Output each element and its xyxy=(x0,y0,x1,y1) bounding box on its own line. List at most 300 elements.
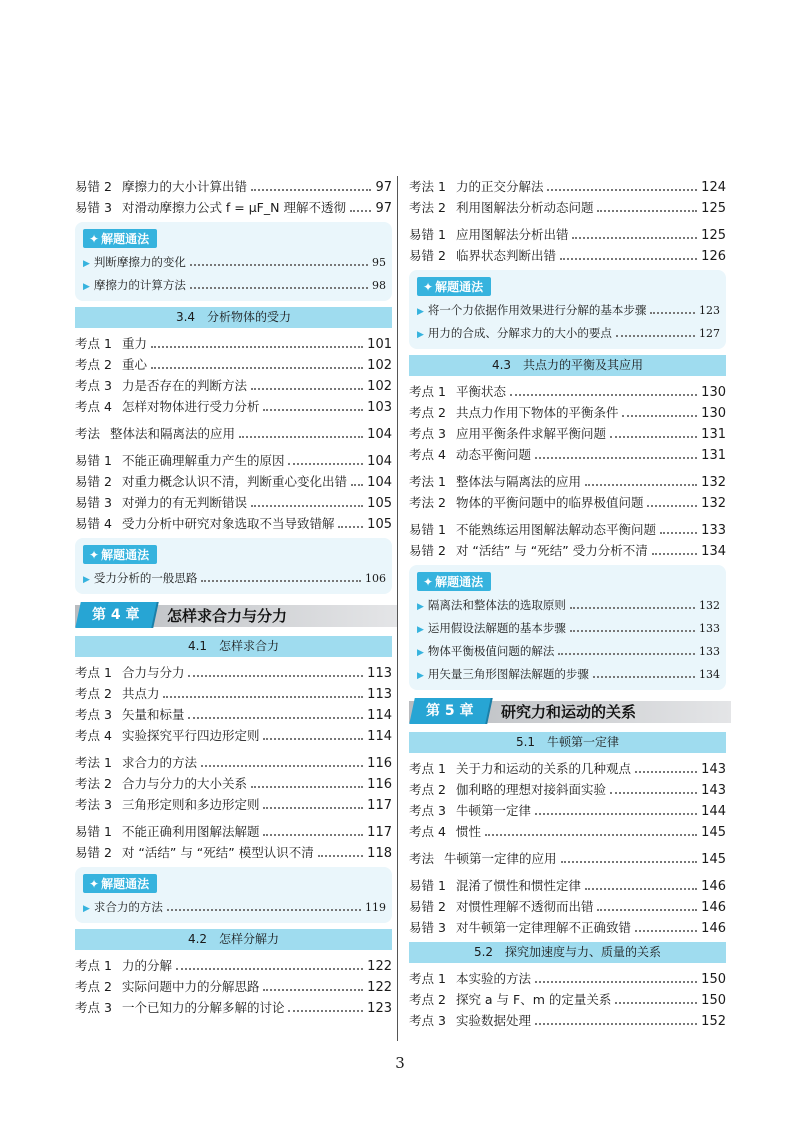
method-tips-box xyxy=(75,867,392,923)
dot-leader xyxy=(535,981,697,983)
sparkle-icon: ✦ xyxy=(89,877,100,891)
entry-title: 力的分解 xyxy=(121,958,172,973)
tip-title: 摩擦力的计算方法 xyxy=(93,278,186,292)
toc-entry[interactable] xyxy=(409,968,726,989)
entry-page: 130 xyxy=(701,406,726,421)
toc-entry[interactable] xyxy=(75,997,392,1018)
entry-page: 131 xyxy=(701,448,726,463)
entry-label: 考法 2 xyxy=(409,495,446,510)
entry-page: 104 xyxy=(367,475,392,490)
toc-entry[interactable] xyxy=(409,471,726,492)
section-number: 5.2 xyxy=(473,945,494,959)
sparkle-icon: ✦ xyxy=(89,548,100,562)
entry-page: 97 xyxy=(375,201,392,216)
triangle-bullet-icon: ▶ xyxy=(83,282,90,292)
method-tips-header xyxy=(417,277,491,296)
dot-leader xyxy=(635,930,697,932)
dot-leader xyxy=(572,237,697,239)
toc-entry[interactable] xyxy=(409,492,726,513)
entry-label: 考点 3 xyxy=(75,1000,112,1015)
entry-page: 122 xyxy=(367,980,392,995)
toc-entry[interactable] xyxy=(409,821,726,842)
section-number: 3.4 xyxy=(175,310,196,324)
toc-entry[interactable] xyxy=(75,976,392,997)
entry-page: 125 xyxy=(701,201,726,216)
entry-title: 共点力 xyxy=(121,686,160,701)
dot-leader xyxy=(176,968,363,970)
toc-entry[interactable] xyxy=(75,471,392,492)
section-header[interactable] xyxy=(75,929,392,950)
sparkle-icon: ✦ xyxy=(89,232,100,246)
entry-title: 力是否存在的判断方法 xyxy=(121,378,247,393)
chapter-title: 研究力和运动的关系 xyxy=(501,703,637,721)
dot-leader xyxy=(647,505,697,507)
toc-entry[interactable] xyxy=(409,444,726,465)
triangle-bullet-icon: ▶ xyxy=(417,625,424,635)
dot-leader xyxy=(263,409,363,411)
entry-label: 考点 4 xyxy=(75,399,112,414)
dot-leader xyxy=(570,607,695,609)
entry-label: 考点 3 xyxy=(409,803,446,818)
entry-page: 134 xyxy=(701,544,726,559)
dot-leader xyxy=(650,312,695,314)
entry-title: 混淆了惯性和惯性定律 xyxy=(455,878,581,893)
entry-label: 易错 3 xyxy=(75,200,112,215)
entry-title: 求合力的方法 xyxy=(121,755,197,770)
entry-title: 牛顿第一定律的应用 xyxy=(444,851,557,866)
toc-entry[interactable] xyxy=(409,896,726,917)
tip-title: 运用假设法解题的基本步骤 xyxy=(427,621,566,635)
entry-title: 力的正交分解法 xyxy=(455,179,544,194)
toc-entry[interactable] xyxy=(409,197,726,218)
tip-page: 95 xyxy=(372,256,386,269)
dot-leader xyxy=(635,771,697,773)
entry-page: 113 xyxy=(367,687,392,702)
chapter-header[interactable] xyxy=(409,698,726,726)
entry-page: 113 xyxy=(367,666,392,681)
tip-page: 133 xyxy=(699,622,720,635)
toc-entry[interactable] xyxy=(75,794,392,815)
entry-label: 考点 3 xyxy=(409,1013,446,1028)
entry-label: 考点 2 xyxy=(409,405,446,420)
entry-label: 考法 1 xyxy=(409,179,446,194)
entry-page: 102 xyxy=(367,379,392,394)
dot-leader xyxy=(535,813,697,815)
method-tips-header xyxy=(83,545,157,564)
entry-title: 应用图解法分析出错 xyxy=(455,227,569,242)
dot-leader xyxy=(616,335,695,337)
entry-label: 考法 2 xyxy=(75,776,112,791)
triangle-bullet-icon: ▶ xyxy=(83,259,90,269)
section-title: 共点力的平衡及其应用 xyxy=(523,358,644,372)
entry-page: 133 xyxy=(701,523,726,538)
tip-page: 134 xyxy=(699,668,720,681)
triangle-bullet-icon: ▶ xyxy=(83,904,90,914)
entry-page: 143 xyxy=(701,762,726,777)
entry-title: 一个已知力的分解多解的讨论 xyxy=(121,1000,285,1015)
entry-label: 考点 3 xyxy=(409,426,446,441)
tip-title: 隔离法和整体法的选取原则 xyxy=(427,598,566,612)
entry-label: 考法 1 xyxy=(409,474,446,489)
toc-entry[interactable] xyxy=(409,245,726,266)
toc-entry[interactable] xyxy=(409,800,726,821)
entry-page: 101 xyxy=(367,337,392,352)
dot-leader xyxy=(263,807,363,809)
chapter-header[interactable] xyxy=(75,602,392,630)
dot-leader xyxy=(597,210,697,212)
method-tip-item[interactable] xyxy=(417,594,720,617)
entry-title: 惯性 xyxy=(455,824,481,839)
entry-label: 考点 1 xyxy=(75,665,112,680)
entry-page: 105 xyxy=(367,496,392,511)
entry-title: 关于力和运动的关系的几种观点 xyxy=(455,761,631,776)
toc-entry[interactable] xyxy=(75,683,392,704)
entry-label: 易错 1 xyxy=(75,453,112,468)
dot-leader xyxy=(188,717,363,719)
section-number: 4.1 xyxy=(187,639,208,653)
dot-leader xyxy=(201,765,363,767)
entry-label: 考点 1 xyxy=(409,971,446,986)
dot-leader xyxy=(151,346,363,348)
method-tips-box xyxy=(409,565,726,690)
entry-label: 易错 2 xyxy=(409,899,446,914)
entry-title: 对滑动摩擦力公式 f = μF_N 理解不透彻 xyxy=(121,200,346,215)
method-tips-box xyxy=(75,222,392,301)
section-number: 4.2 xyxy=(187,932,208,946)
entry-page: 102 xyxy=(367,358,392,373)
entry-label: 易错 1 xyxy=(75,824,112,839)
entry-title: 动态平衡问题 xyxy=(455,447,531,462)
chapter-number: 第 5 章 xyxy=(426,703,474,719)
section-title: 探究加速度与力、质量的关系 xyxy=(505,945,662,959)
entry-page: 126 xyxy=(701,249,726,264)
method-tip-item[interactable] xyxy=(417,322,720,345)
entry-page: 146 xyxy=(701,921,726,936)
entry-page: 132 xyxy=(701,475,726,490)
method-tips-title: 解题通法 xyxy=(435,575,484,589)
method-tips-header xyxy=(83,874,157,893)
entry-page: 114 xyxy=(367,708,392,723)
toc-entry[interactable] xyxy=(409,1010,726,1031)
dot-leader xyxy=(239,436,363,438)
tip-page: 106 xyxy=(365,572,386,585)
tip-page: 127 xyxy=(699,327,720,340)
entry-page: 130 xyxy=(701,385,726,400)
entry-page: 150 xyxy=(701,993,726,1008)
entry-label: 考点 3 xyxy=(75,378,112,393)
section-header[interactable] xyxy=(409,732,726,753)
entry-label: 易错 4 xyxy=(75,516,112,531)
entry-page: 116 xyxy=(367,756,392,771)
dot-leader xyxy=(263,834,363,836)
toc-entry[interactable] xyxy=(409,381,726,402)
entry-label: 易错 2 xyxy=(75,845,112,860)
entry-title: 实验探究平行四边形定则 xyxy=(121,728,260,743)
method-tips-title: 解题通法 xyxy=(101,877,150,891)
entry-title: 不能熟练运用图解法解动态平衡问题 xyxy=(455,522,656,537)
entry-title: 本实验的方法 xyxy=(455,971,531,986)
section-header[interactable] xyxy=(409,355,726,376)
method-tip-item[interactable] xyxy=(83,567,386,590)
dot-leader xyxy=(263,738,363,740)
toc-entry[interactable] xyxy=(75,450,392,471)
dot-leader xyxy=(558,653,695,655)
dot-leader xyxy=(615,1002,697,1004)
section-title: 怎样求合力 xyxy=(219,639,280,653)
entry-title: 物体的平衡问题中的临界极值问题 xyxy=(455,495,644,510)
toc-entry[interactable] xyxy=(409,917,726,938)
entry-title: 重心 xyxy=(121,357,147,372)
entry-page: 122 xyxy=(367,959,392,974)
entry-title: 探究 a 与 F、m 的定量关系 xyxy=(455,992,612,1007)
entry-title: 矢量和标量 xyxy=(121,707,185,722)
toc-entry[interactable] xyxy=(75,955,392,976)
entry-page: 125 xyxy=(701,228,726,243)
dot-leader xyxy=(593,676,695,678)
triangle-bullet-icon: ▶ xyxy=(417,648,424,658)
method-tips-title: 解题通法 xyxy=(435,280,484,294)
entry-label: 考法 2 xyxy=(409,200,446,215)
section-title: 牛顿第一定律 xyxy=(547,735,620,749)
entry-label: 考点 1 xyxy=(409,384,446,399)
entry-label: 易错 3 xyxy=(75,495,112,510)
dot-leader xyxy=(163,696,363,698)
toc-entry[interactable] xyxy=(75,423,392,444)
entry-title: 平衡状态 xyxy=(455,384,506,399)
toc-entry[interactable] xyxy=(75,752,392,773)
entry-label: 易错 2 xyxy=(409,248,446,263)
entry-title: 不能正确理解重力产生的原因 xyxy=(121,453,285,468)
entry-label: 考法 1 xyxy=(75,755,112,770)
sparkle-icon: ✦ xyxy=(423,575,434,589)
dot-leader xyxy=(660,532,697,534)
dot-leader xyxy=(251,505,363,507)
entry-label: 易错 3 xyxy=(409,920,446,935)
entry-title: 对 “活结” 与 “死结” 模型认识不清 xyxy=(121,845,314,860)
entry-label: 考点 2 xyxy=(409,782,446,797)
dot-leader xyxy=(190,264,368,266)
entry-label: 考法 xyxy=(409,851,435,866)
method-tip-item[interactable] xyxy=(83,274,386,297)
tip-title: 物体平衡极值问题的解法 xyxy=(427,644,555,658)
entry-page: 116 xyxy=(367,777,392,792)
entry-label: 易错 1 xyxy=(409,878,446,893)
tip-page: 119 xyxy=(365,901,386,914)
toc-entry[interactable] xyxy=(409,758,726,779)
section-header[interactable] xyxy=(75,307,392,328)
entry-title: 伽利略的理想对接斜面实验 xyxy=(455,782,606,797)
toc-entry[interactable] xyxy=(75,176,392,197)
dot-leader xyxy=(251,189,372,191)
entry-title: 对牛顿第一定律理解不正确致错 xyxy=(455,920,631,935)
tip-page: 132 xyxy=(699,599,720,612)
entry-title: 受力分析中研究对象选取不当导致错解 xyxy=(121,516,335,531)
toc-entry[interactable] xyxy=(75,197,392,218)
dot-leader xyxy=(251,786,363,788)
method-tip-item[interactable] xyxy=(417,663,720,686)
entry-title: 共点力作用下物体的平衡条件 xyxy=(455,405,619,420)
toc-right-column xyxy=(409,176,726,1031)
section-header[interactable] xyxy=(409,942,726,963)
entry-page: 105 xyxy=(367,517,392,532)
dot-leader xyxy=(547,189,697,191)
toc-entry[interactable] xyxy=(409,989,726,1010)
entry-page: 97 xyxy=(375,180,392,195)
entry-label: 易错 2 xyxy=(75,474,112,489)
method-tip-item[interactable] xyxy=(83,896,386,919)
triangle-bullet-icon: ▶ xyxy=(417,602,424,612)
toc-entry[interactable] xyxy=(409,423,726,444)
toc-entry[interactable] xyxy=(409,779,726,800)
entry-page: 117 xyxy=(367,798,392,813)
toc-entry[interactable] xyxy=(409,875,726,896)
entry-page: 131 xyxy=(701,427,726,442)
triangle-bullet-icon: ▶ xyxy=(417,307,424,317)
dot-leader xyxy=(570,630,695,632)
method-tips-header xyxy=(417,572,491,591)
triangle-bullet-icon: ▶ xyxy=(417,671,424,681)
entry-page: 123 xyxy=(367,1001,392,1016)
tip-title: 求合力的方法 xyxy=(93,900,163,914)
dot-leader xyxy=(610,436,697,438)
entry-label: 考点 2 xyxy=(75,357,112,372)
toc-entry[interactable] xyxy=(409,848,726,869)
entry-title: 重力 xyxy=(121,336,147,351)
method-tips-box xyxy=(75,538,392,594)
entry-page: 117 xyxy=(367,825,392,840)
dot-leader xyxy=(350,210,372,212)
entry-label: 考点 4 xyxy=(409,447,446,462)
entry-title: 对 “活结” 与 “死结” 受力分析不清 xyxy=(455,543,648,558)
method-tips-header xyxy=(83,229,157,248)
entry-label: 考点 2 xyxy=(75,686,112,701)
toc-entry[interactable] xyxy=(409,402,726,423)
entry-title: 牛顿第一定律 xyxy=(455,803,531,818)
tip-title: 判断摩擦力的变化 xyxy=(93,255,186,269)
sparkle-icon: ✦ xyxy=(423,280,434,294)
tip-page: 133 xyxy=(699,645,720,658)
toc-entry[interactable] xyxy=(75,662,392,683)
entry-label: 考点 1 xyxy=(75,958,112,973)
dot-leader xyxy=(251,388,363,390)
entry-title: 整体法与隔离法的应用 xyxy=(455,474,581,489)
method-tips-box xyxy=(409,270,726,349)
entry-page: 152 xyxy=(701,1014,726,1029)
dot-leader xyxy=(535,1023,697,1025)
entry-page: 146 xyxy=(701,900,726,915)
entry-label: 考点 1 xyxy=(409,761,446,776)
dot-leader xyxy=(585,484,697,486)
dot-leader xyxy=(561,861,698,863)
section-title: 分析物体的受力 xyxy=(207,310,292,324)
entry-title: 整体法和隔离法的应用 xyxy=(110,426,236,441)
tip-title: 受力分析的一般思路 xyxy=(93,571,198,585)
entry-label: 考点 3 xyxy=(75,707,112,722)
toc-entry[interactable] xyxy=(75,821,392,842)
entry-title: 对重力概念认识不清，判断重心变化出错 xyxy=(121,474,347,489)
method-tips-title: 解题通法 xyxy=(101,232,150,246)
method-tip-item[interactable] xyxy=(417,640,720,663)
toc-entry[interactable] xyxy=(75,773,392,794)
entry-title: 合力与分力的大小关系 xyxy=(121,776,247,791)
toc-entry[interactable] xyxy=(75,725,392,746)
entry-page: 143 xyxy=(701,783,726,798)
toc-entry[interactable] xyxy=(409,540,726,561)
dot-leader xyxy=(188,675,363,677)
entry-label: 考点 4 xyxy=(409,824,446,839)
dot-leader xyxy=(485,834,697,836)
toc-entry[interactable] xyxy=(409,519,726,540)
tip-title: 用力的合成、分解求力的大小的要点 xyxy=(427,326,612,340)
entry-label: 考点 1 xyxy=(75,336,112,351)
toc-entry[interactable] xyxy=(75,492,392,513)
entry-page: 124 xyxy=(701,180,726,195)
section-number: 5.1 xyxy=(515,735,536,749)
entry-page: 104 xyxy=(367,454,392,469)
entry-page: 146 xyxy=(701,879,726,894)
entry-title: 应用平衡条件求解平衡问题 xyxy=(455,426,606,441)
tip-page: 98 xyxy=(372,279,386,292)
entry-page: 145 xyxy=(701,825,726,840)
triangle-bullet-icon: ▶ xyxy=(83,575,90,585)
method-tip-item[interactable] xyxy=(417,617,720,640)
chapter-number: 第 4 章 xyxy=(92,607,140,623)
entry-page: 150 xyxy=(701,972,726,987)
dot-leader xyxy=(190,287,368,289)
chapter-tag xyxy=(75,602,157,628)
entry-label: 考点 2 xyxy=(75,979,112,994)
triangle-bullet-icon: ▶ xyxy=(417,330,424,340)
entry-page: 104 xyxy=(367,427,392,442)
tip-page: 123 xyxy=(699,304,720,317)
column-divider xyxy=(397,176,398,1041)
toc-entry[interactable] xyxy=(75,375,392,396)
entry-page: 145 xyxy=(701,852,726,867)
dot-leader xyxy=(167,909,361,911)
dot-leader xyxy=(597,909,697,911)
dot-leader xyxy=(318,855,363,857)
toc-entry[interactable] xyxy=(75,396,392,417)
entry-page: 103 xyxy=(367,400,392,415)
entry-label: 考点 4 xyxy=(75,728,112,743)
entry-title: 利用图解法分析动态问题 xyxy=(455,200,594,215)
dot-leader xyxy=(610,792,697,794)
entry-title: 对弹力的有无判断错误 xyxy=(121,495,247,510)
entry-label: 考点 2 xyxy=(409,992,446,1007)
method-tips-title: 解题通法 xyxy=(101,548,150,562)
entry-title: 摩擦力的大小计算出错 xyxy=(121,179,247,194)
toc-entry[interactable] xyxy=(75,333,392,354)
toc-entry[interactable] xyxy=(409,224,726,245)
method-tip-item[interactable] xyxy=(417,299,720,322)
toc-entry[interactable] xyxy=(75,354,392,375)
entry-title: 实验数据处理 xyxy=(455,1013,531,1028)
entry-page: 118 xyxy=(367,846,392,861)
section-header[interactable] xyxy=(75,636,392,657)
dot-leader xyxy=(288,463,363,465)
toc-entry[interactable] xyxy=(409,176,726,197)
chapter-tag xyxy=(409,698,491,724)
tip-title: 用矢量三角形图解法解题的步骤 xyxy=(427,667,589,681)
method-tip-item[interactable] xyxy=(83,251,386,274)
dot-leader xyxy=(535,457,697,459)
toc-entry[interactable] xyxy=(75,842,392,863)
dot-leader xyxy=(351,484,363,486)
toc-entry[interactable] xyxy=(75,704,392,725)
toc-entry[interactable] xyxy=(75,513,392,534)
entry-label: 考法 3 xyxy=(75,797,112,812)
entry-label: 易错 2 xyxy=(409,543,446,558)
